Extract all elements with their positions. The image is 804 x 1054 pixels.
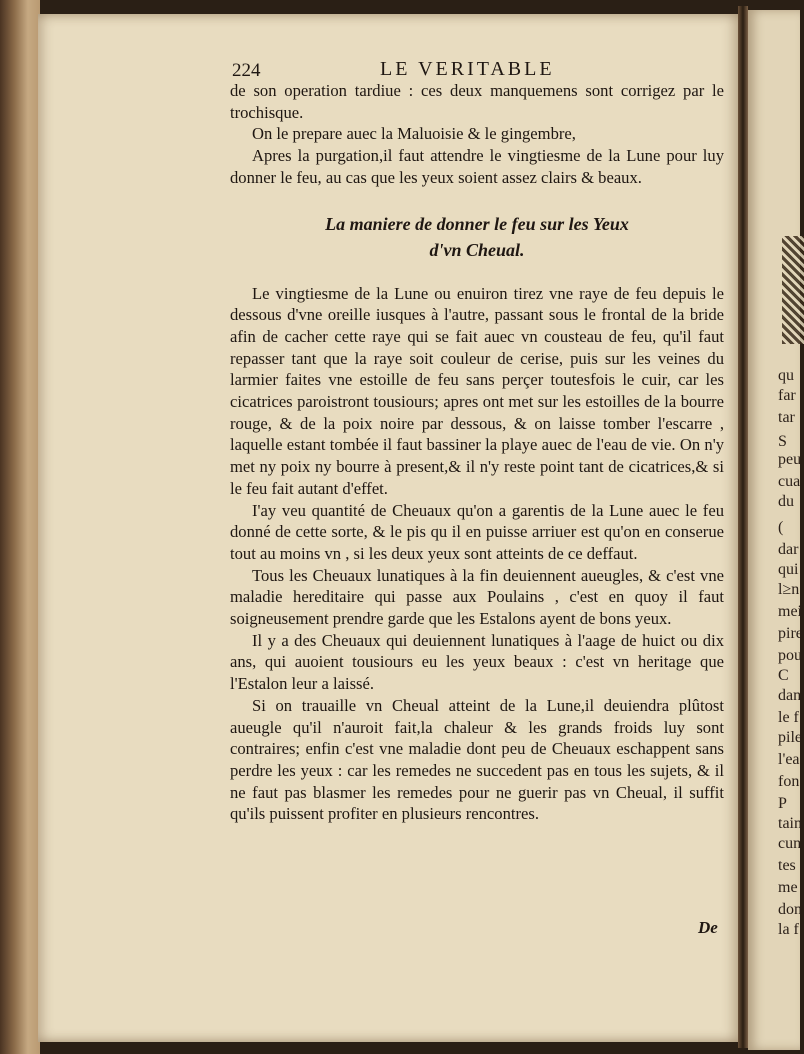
paragraph: de son operation tardiue : ces deux manquemens sont corrigez par le trochisque. <box>230 81 724 122</box>
facing-page-fragment: tain <box>778 815 802 832</box>
paragraph: On le prepare auec la Maluoisie & le gingembre, <box>252 124 576 144</box>
facing-page-fragment: tar <box>778 409 795 426</box>
facing-page-fragment: mei <box>778 603 802 620</box>
facing-page-fragment: le f <box>778 709 799 726</box>
facing-page-fragment: ( <box>778 519 784 536</box>
facing-page-fragment: qu <box>778 367 794 384</box>
paragraph: I'ay veu quantité de Cheuaux qu'on a garentis de la Lune auec le feu donné de cette sorte, & le pis qu il en puisse arriuer est qu'on en conserue tout au moins vn , si les deux yeux sont atteints de ce deffaut. <box>230 500 724 563</box>
page-number: 224 <box>232 60 261 81</box>
facing-page-fragment: l≥n <box>778 581 800 598</box>
section-heading <box>230 211 724 263</box>
book-gutter <box>738 6 748 1048</box>
facing-page-fragment: pire <box>778 625 803 642</box>
facing-page-fragment: dan <box>778 687 802 704</box>
facing-page-fragment: cua <box>778 473 801 490</box>
facing-page-ornament <box>782 236 804 344</box>
facing-page-fragment: me <box>778 879 798 896</box>
facing-page-fragment: l'ea <box>778 751 800 768</box>
paragraph: Tous les Cheuaux lunatiques à la fin deuiennent aueugles, & c'est vne maladie hereditaire qui passe aux Poulains , c'est en quoy il faut soigneusement prendre garde que les Estalons ayent de bons yeux. <box>230 565 724 629</box>
paragraph: Le vingtiesme de la Lune ou enuiron tirez vne raye de feu depuis le dessous d'vne oreille iusques à l'autre, passant sous le frontal de la bride afin de cacher cette raye qui se fait auec vn cousteau de feu, qu'il faut repasser tant que la raye soit couleur de cerise, puis sur les veines du larmier faites vne estoille de feu sans perçer toutesfois le cuir, car les cicatrices paroistront tousiours; apres ont met sur les estoilles de la bourre rouge, & de la poix noire par dessous, & on laisse tomber l'escarre , laquelle estant tombée il faut bassiner la playe auec de l'eau de vie. On n'y met ny poix ny bourre à present,& il n'y reste point tant de cicatrices,& si le feu fait autant d'effet. <box>230 283 724 498</box>
facing-page-fragment: fon <box>778 773 800 790</box>
paragraph: Apres la purgation,il faut attendre le vingtiesme de la Lune pour luy donner le feu, au cas que les yeux soient assez clairs & beaux. <box>230 146 724 187</box>
facing-page-fragment: qui <box>778 561 799 578</box>
heading-line: La maniere de donner le feu sur les Yeux <box>325 213 629 234</box>
facing-page-fragment: pou <box>778 647 802 664</box>
facing-page-fragment: C <box>778 667 789 684</box>
heading-line: d'vn Cheual. <box>429 239 525 260</box>
paragraph: Si on trauaille vn Cheual atteint de la Lune,il deuiendra plûtost aueugle qu'il n'auroit fait,la chaleur & les grands froids luy sont contraires; enfin c'est vne maladie dont peu de Cheuaux eschappent sans perdre les yeux : car les remedes ne succedent pas en tous les sujets, & il ne faut pas blasmer les remedes pour ne guerir pas vn Cheual, il suffit qu'ils puissent profiter en plusieurs rencontres. <box>230 695 724 824</box>
facing-page-fragment: don <box>778 901 802 918</box>
catchword: De <box>698 918 718 937</box>
facing-page-fragment: cun <box>778 835 802 852</box>
facing-page-fragment: P <box>778 795 787 812</box>
facing-page-fragment: tes <box>778 857 796 874</box>
paragraph: Il y a des Cheuaux qui deuiennent lunatiques à l'aage de huict ou dix ans, qui auoient tousiours eu les yeux beaux : c'est vn heritage que l'Estalon leur a laissé. <box>230 630 724 694</box>
facing-page-fragment: S <box>778 433 787 450</box>
facing-page-fragment: far <box>778 387 796 404</box>
book-spine-edge <box>0 0 40 1054</box>
running-title: LE VERITABLE <box>380 58 555 80</box>
facing-page-fragment: peu <box>778 451 802 468</box>
facing-page-fragment: dar <box>778 541 799 558</box>
facing-page-fragment: du <box>778 493 794 510</box>
facing-page-fragment: la f <box>778 921 799 938</box>
text-block <box>230 80 724 825</box>
facing-page-fragment: pile <box>778 729 802 746</box>
